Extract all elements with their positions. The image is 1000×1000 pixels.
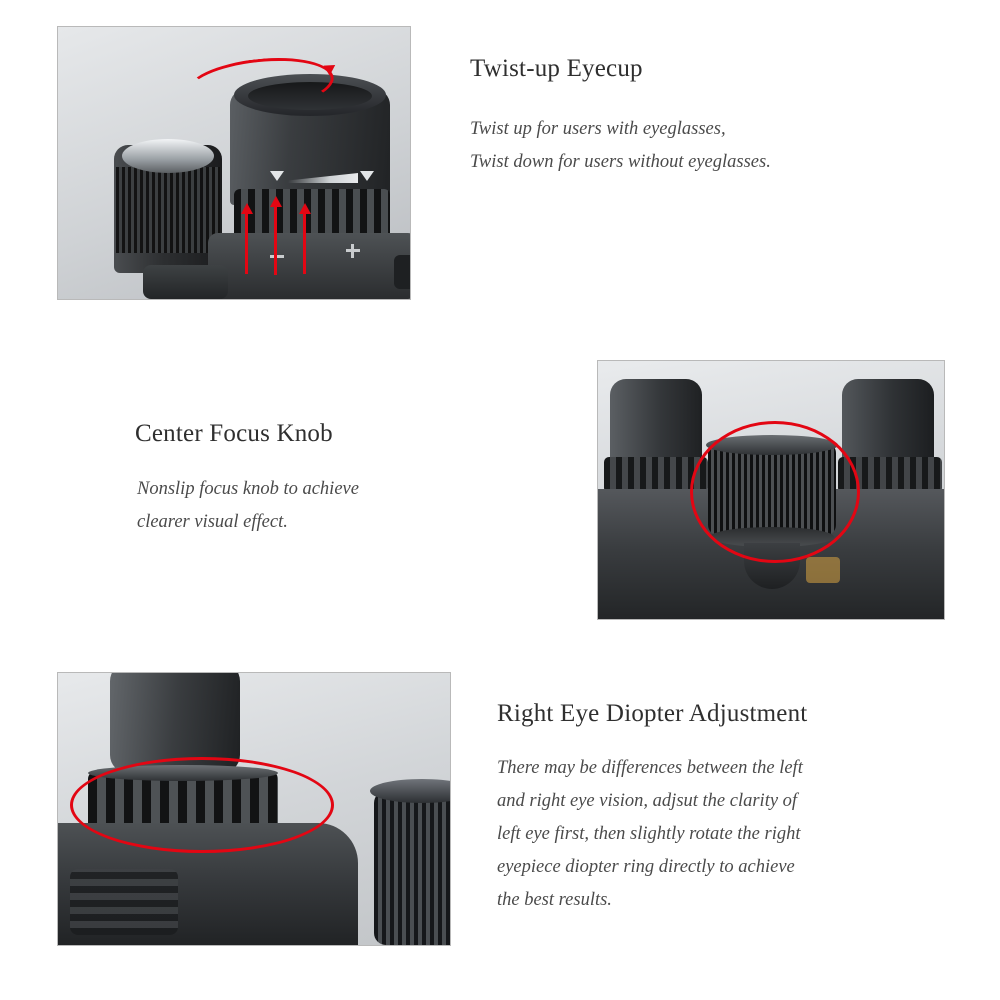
binocular-bridge	[143, 265, 228, 299]
body-line: eyepiece diopter ring directly to achieve	[497, 857, 795, 877]
up-arrow-icon-2	[274, 205, 277, 275]
triangle-marker-right	[360, 171, 374, 181]
heading-center-focus-knob: Center Focus Knob	[135, 420, 333, 447]
highlight-ellipse-focus-knob	[690, 421, 860, 563]
body-line: There may be differences between the left	[497, 758, 803, 778]
photo-center-focus-knob	[597, 360, 945, 620]
body-line: Twist down for users without eyeglasses.	[470, 152, 771, 172]
strap-lug-right	[806, 557, 840, 583]
photo-twist-up-eyecup	[57, 26, 411, 300]
photo-right-eye-diopter	[57, 672, 451, 946]
strap-lug	[394, 255, 411, 289]
highlight-ellipse-diopter-ring	[70, 757, 334, 853]
triangle-marker-left	[270, 171, 284, 181]
right-knurled-barrel	[374, 791, 451, 945]
minus-mark	[270, 255, 284, 258]
body-center-focus-knob	[137, 473, 359, 539]
up-arrow-icon-3	[303, 212, 306, 274]
rubber-armor-ridges	[70, 869, 178, 935]
heading-right-eye-diopter: Right Eye Diopter Adjustment	[497, 700, 808, 727]
plus-mark-vertical	[351, 244, 354, 258]
binocular-lower-body	[208, 233, 411, 299]
body-line: and right eye vision, adjsut the clarity of	[497, 791, 798, 811]
body-line: clearer visual effect.	[137, 512, 288, 532]
body-line: Nonslip focus knob to achieve	[137, 479, 359, 499]
body-line: the best results.	[497, 890, 612, 910]
heading-twist-up-eyecup: Twist-up Eyecup	[470, 55, 643, 82]
body-line: left eye first, then slightly rotate the right	[497, 824, 801, 844]
body-twist-up-eyecup	[470, 113, 771, 179]
left-eyepiece-lens	[122, 139, 214, 173]
left-eyepiece-knurling	[116, 167, 220, 253]
body-line: Twist up for users with eyeglasses,	[470, 119, 726, 139]
up-arrow-icon-1	[245, 212, 248, 274]
body-right-eye-diopter	[497, 752, 803, 917]
